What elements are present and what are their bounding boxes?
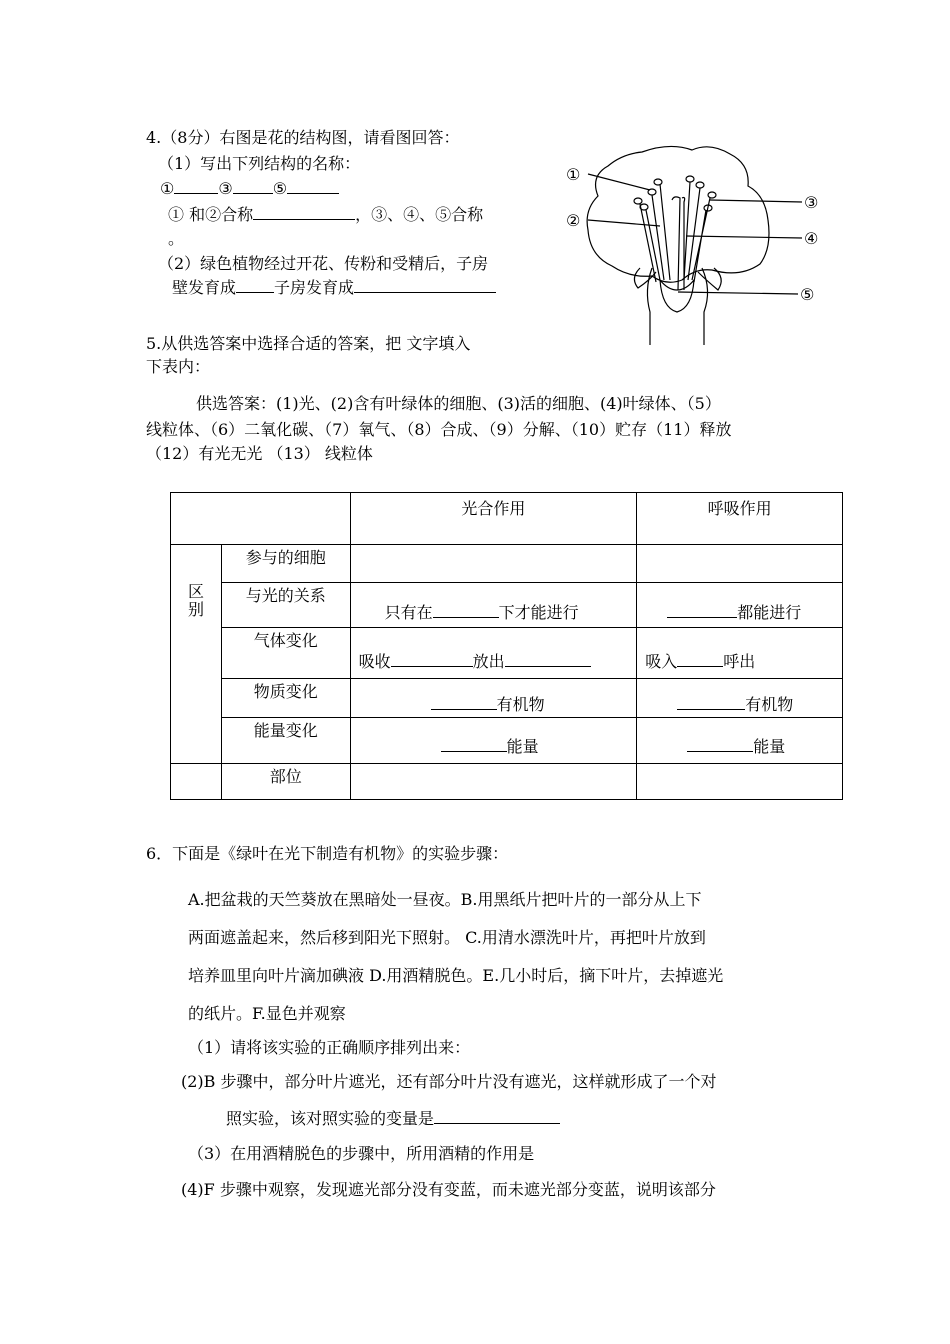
q4-sub2a: （2）绿色植物经过开花、传粉和受精后，子房 [158,254,489,273]
photo-energy-blank[interactable] [441,750,507,752]
q4-blank-wall[interactable] [236,291,274,293]
q5-title-a: 5.从供选答案中选择合适的答案，把 文字填入 [146,334,471,353]
resp-energy-blank[interactable] [687,750,753,752]
q6-sub1: （1）请将该实验的正确顺序排列出来： [188,1038,471,1057]
q4-blanks-row [160,179,339,198]
fig-label-4: ④ [804,229,819,248]
q4-blank-ovary[interactable] [354,291,496,293]
header-respiration: 呼吸作用 [637,493,843,545]
q4-blank-1[interactable] [174,192,218,194]
site-empty [171,764,222,800]
row-label-energy: 能量变化 [221,718,350,764]
photo-light-blank[interactable] [433,616,499,618]
photo-gas-absorb-blank[interactable] [391,665,473,667]
q4-combo-end: 。 [168,229,185,248]
photo-matter-blank[interactable] [431,708,497,710]
flower-structure-figure [560,140,830,345]
q6-sub3: （3）在用酒精脱色的步骤中，所用酒精的作用是 [188,1144,535,1163]
row-label-matter: 物质变化 [221,679,350,718]
q6-sub2b: 照实验，该对照实验的变量是 [226,1109,435,1128]
q4-blank-3[interactable] [233,192,273,194]
q4-title: 4.（8分）右图是花的结构图，请看图回答： [146,128,460,147]
q4-blank-5[interactable] [287,192,339,194]
q6-step-b: 两面遮盖起来，然后移到阳光下照射。 C.用清水漂洗叶片，再把叶片放到 [188,928,706,947]
photo-energy-cell: 能量 [350,718,637,764]
photo-site-input[interactable] [350,764,637,800]
q4-sub1: （1）写出下列结构的名称： [158,154,361,173]
q5-options-a: 供选答案：(1)光、(2)含有叶绿体的细胞、(3)活的细胞、(4)叶绿体、（5） [196,394,721,413]
photo-gas-cell: 吸收 放出 [350,628,637,679]
q5-options-b: 线粒体、（6）二氧化碳、（7）氧气、（8）合成、（9）分解、（10）贮存（11）释放 [146,420,732,439]
flower-pistil [672,197,685,290]
resp-site-input[interactable] [637,764,843,800]
resp-gas-blank[interactable] [677,665,723,667]
q4-sub2b: 壁发育成 [172,278,237,297]
q6-step-c: 培养皿里向叶片滴加碘液 D.用酒精脱色。E.几小时后，摘下叶片，去掉遮光 [188,966,724,985]
q4-combo-b: ，③、④、⑤合称 [355,205,484,224]
q4-n5: ⑤ [272,179,288,198]
fig-label-5: ⑤ [800,285,815,304]
resp-energy-cell: 能量 [637,718,843,764]
resp-cell-input[interactable] [637,545,843,583]
photo-matter-cell: 有机物 [350,679,637,718]
q6-step-d: 的纸片。F.显色并观察 [188,1004,346,1023]
q6-title: 6．下面是《绿叶在光下制造有机物》的实验步骤： [146,844,509,863]
q6-sub2a: (2)B 步骤中，部分叶片遮光，还有部分叶片没有遮光，这样就形成了一个对 [181,1072,717,1091]
fig-label-1: ① [566,165,581,184]
fig-label-2: ② [566,211,581,230]
header-photosynthesis: 光合作用 [350,493,637,545]
resp-gas-cell: 吸入 呼出 [637,628,843,679]
row-label-site: 部位 [221,764,350,800]
q4-combo-row [168,205,483,224]
q6-step-a: A.把盆栽的天竺葵放在黑暗处一昼夜。B.用黑纸片把叶片的一部分从上下 [188,890,702,909]
row-label-light: 与光的关系 [221,583,350,628]
q5-options-c: （12）有光无光 （13） 线粒体 [146,444,373,463]
resp-matter-blank[interactable] [677,708,745,710]
q4-sub2b-row [172,278,496,297]
q6-variable-blank[interactable] [434,1122,560,1124]
fig-label-3: ③ [804,193,819,212]
q6-sub2b-row [226,1109,560,1128]
photo-light-cell: 只有在 下才能进行 [350,583,637,628]
photo-gas-release-blank[interactable] [505,665,591,667]
q4-blank-combo1[interactable] [253,218,355,220]
resp-light-cell: 都能进行 [637,583,843,628]
row-label-gas: 气体变化 [221,628,350,679]
flower-stalk [647,268,707,345]
resp-light-blank[interactable] [667,616,737,618]
q4-n3: ③ [218,179,233,198]
q4-sub2c: 子房发育成 [274,278,355,297]
row-label-cell: 参与的细胞 [221,545,350,583]
comparison-table [170,492,843,800]
table-corner [171,493,351,545]
q4-n1: ① [160,179,175,198]
q6-sub4: (4)F 步骤中观察，发现遮光部分没有变蓝，而未遮光部分变蓝，说明该部分 [181,1180,716,1199]
flower-ovary [660,280,694,312]
row-group-difference: 区别 [171,545,222,764]
resp-matter-cell: 有机物 [637,679,843,718]
photo-cell-input[interactable] [350,545,637,583]
q4-combo-a: ① 和②合称 [168,205,254,224]
q5-title-b: 下表内： [146,357,211,376]
